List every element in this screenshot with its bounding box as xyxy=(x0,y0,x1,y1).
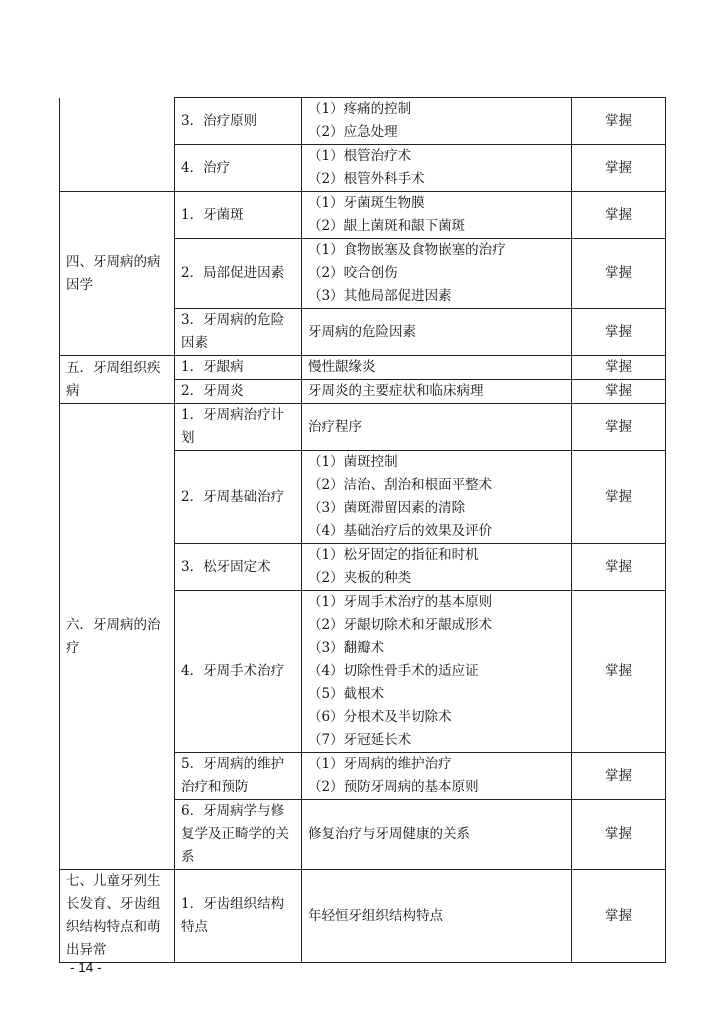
topic-cell: 3．治疗原则 xyxy=(175,98,302,145)
requirement-cell: 掌握 xyxy=(572,591,666,753)
requirement-cell: 掌握 xyxy=(572,192,666,239)
section-cell-continued xyxy=(60,98,175,192)
topic-cell: 1．牙齿组织结构特点 xyxy=(175,870,302,963)
requirement-cell: 掌握 xyxy=(572,380,666,404)
content-line: 牙周病的危险因素 xyxy=(308,323,416,340)
content-cell xyxy=(302,356,572,380)
topic-cell: 4．牙周手术治疗 xyxy=(175,591,302,753)
content-cell xyxy=(302,544,572,591)
requirement-cell: 掌握 xyxy=(572,98,666,145)
page-number: - 14 - xyxy=(70,960,102,975)
content-line: （1）牙菌斑生物膜 xyxy=(308,195,425,211)
content-line: 治疗程序 xyxy=(308,418,362,435)
content-cell xyxy=(302,98,572,145)
content-line: 慢性龈缘炎 xyxy=(308,359,376,375)
section-cell: 七、儿童牙列生长发育、牙齿组织结构特点和萌出异常 xyxy=(60,870,175,963)
content-line: （2）咬合创伤 xyxy=(308,265,398,281)
topic-cell: 1．牙龈病 xyxy=(175,356,302,380)
content-cell xyxy=(302,591,572,753)
content-line: （3）菌斑滞留因素的清除 xyxy=(308,500,466,516)
requirement-cell: 掌握 xyxy=(572,239,666,309)
content-line: （2）根管外科手术 xyxy=(308,171,425,187)
requirement-cell: 掌握 xyxy=(572,753,666,800)
requirement-cell: 掌握 xyxy=(572,451,666,544)
requirement-cell: 掌握 xyxy=(572,309,666,356)
topic-cell: 1．牙菌斑 xyxy=(175,192,302,239)
requirement-cell: 掌握 xyxy=(572,145,666,192)
content-cell xyxy=(302,870,572,963)
content-cell xyxy=(302,404,572,451)
section-cell: 五．牙周组织疾病 xyxy=(60,356,175,404)
content-line: （1）疼痛的控制 xyxy=(308,101,412,117)
section-cell: 四、牙周病的病因学 xyxy=(60,192,175,356)
content-line: 年轻恒牙组织结构特点 xyxy=(308,907,443,924)
content-line: （5）截根术 xyxy=(308,686,385,702)
content-line: （6）分根术及半切除术 xyxy=(308,709,452,725)
content-cell xyxy=(302,800,572,870)
content-line: （3）翻瓣术 xyxy=(308,640,385,656)
requirement-cell: 掌握 xyxy=(572,800,666,870)
content-line: （7）牙冠延长术 xyxy=(308,732,412,748)
topic-cell: 5．牙周病的维护治疗和预防 xyxy=(175,753,302,800)
content-line: （3）其他局部促进因素 xyxy=(308,288,452,304)
content-line: （2）牙龈切除术和牙龈成形术 xyxy=(308,617,493,633)
topic-cell: 1．牙周病治疗计划 xyxy=(175,404,302,451)
requirement-cell: 掌握 xyxy=(572,404,666,451)
content-line: （1）菌斑控制 xyxy=(308,454,398,470)
requirement-cell: 掌握 xyxy=(572,544,666,591)
content-cell xyxy=(302,753,572,800)
table-row xyxy=(60,870,666,963)
table-row xyxy=(60,404,666,451)
content-cell xyxy=(302,239,572,309)
table-row xyxy=(60,98,666,145)
topic-cell: 4．治疗 xyxy=(175,145,302,192)
table-row xyxy=(60,192,666,239)
section-cell: 六．牙周病的治疗 xyxy=(60,404,175,870)
topic-cell: 2．牙周基础治疗 xyxy=(175,451,302,544)
content-line: （2）预防牙周病的基本原则 xyxy=(308,779,479,795)
content-line: （2）应急处理 xyxy=(308,124,398,140)
requirement-cell: 掌握 xyxy=(572,356,666,380)
content-line: （1）牙周病的维护治疗 xyxy=(308,756,452,772)
content-line: （2）龈上菌斑和龈下菌斑 xyxy=(308,218,466,234)
content-line: 修复治疗与牙周健康的关系 xyxy=(308,826,470,842)
table-row xyxy=(60,356,666,380)
content-cell xyxy=(302,451,572,544)
content-line: （1）根管治疗术 xyxy=(308,148,412,164)
topic-cell: 2．牙周炎 xyxy=(175,380,302,404)
content-line: （4）切除性骨手术的适应证 xyxy=(308,663,479,679)
topic-cell: 6．牙周病学与修复学及正畸学的关系 xyxy=(175,800,302,870)
content-cell xyxy=(302,192,572,239)
content-cell xyxy=(302,380,572,404)
content-line: （1）牙周手术治疗的基本原则 xyxy=(308,594,493,610)
topic-cell: 3．松牙固定术 xyxy=(175,544,302,591)
content-line: （1）松牙固定的指征和时机 xyxy=(308,547,479,563)
content-cell xyxy=(302,309,572,356)
topic-cell: 2．局部促进因素 xyxy=(175,239,302,309)
topic-cell: 3．牙周病的危险因素 xyxy=(175,309,302,356)
syllabus-table xyxy=(59,97,666,963)
content-line: （2）洁治、刮治和根面平整术 xyxy=(308,477,493,493)
requirement-cell: 掌握 xyxy=(572,870,666,963)
content-line: 牙周炎的主要症状和临床病理 xyxy=(308,383,484,399)
content-line: （2）夹板的种类 xyxy=(308,570,412,586)
content-line: （1）食物嵌塞及食物嵌塞的治疗 xyxy=(308,242,506,258)
content-line: （4）基础治疗后的效果及评价 xyxy=(308,523,493,539)
content-cell xyxy=(302,145,572,192)
